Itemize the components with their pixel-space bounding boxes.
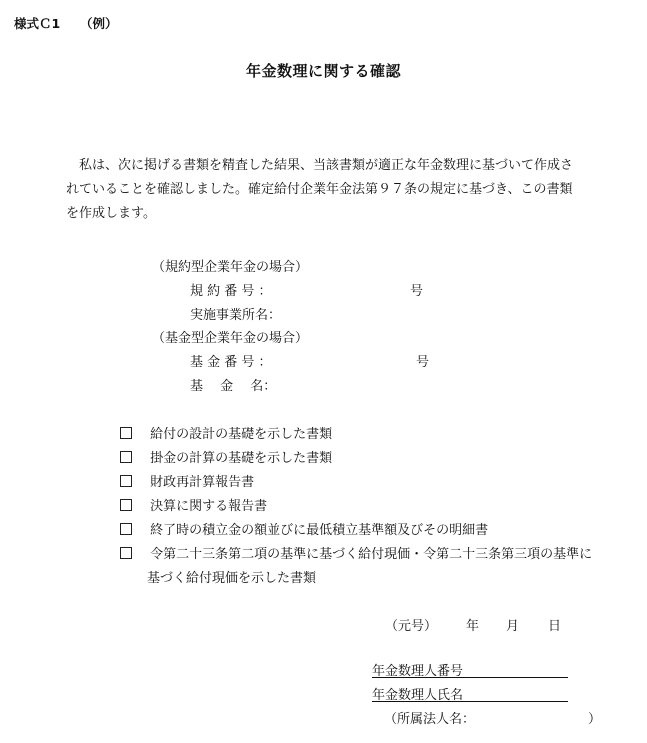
- document-title: 年金数理に関する確認: [245, 62, 401, 80]
- checklist-item[interactable]: [120, 495, 267, 514]
- corporation-label: （所属法人名：: [384, 712, 476, 727]
- intro-line-3: を作成します。: [66, 206, 156, 221]
- kikin-name-label: 基 金 名：: [190, 379, 277, 394]
- checkbox[interactable]: [120, 475, 132, 487]
- checklist-label: 掛金の計算の基礎を示した書類: [150, 451, 333, 466]
- intro-paragraph: [66, 154, 626, 226]
- kikin-heading: （基金型企業年金の場合）: [152, 331, 309, 346]
- checklist-label: 給付の設計の基礎を示した書類: [150, 427, 333, 442]
- kiyaku-number-label: 規 約 番 号 ：: [190, 284, 272, 299]
- checklist-item[interactable]: [120, 423, 332, 442]
- checklist-item[interactable]: [120, 543, 592, 562]
- corporation-close: ）: [588, 712, 602, 727]
- kikin-number-suffix: 号: [416, 355, 430, 370]
- checklist-item[interactable]: [120, 471, 254, 490]
- date-month: 月: [506, 619, 520, 634]
- checkbox[interactable]: [120, 427, 132, 439]
- date-year: 年: [466, 619, 480, 634]
- actuary-number-label: 年金数理人番号: [372, 664, 464, 679]
- intro-line-1: 私は、次に掲げる書類を精査した結果、当該書類が適正な年金数理に基づいて作成さ: [79, 158, 574, 173]
- checkbox[interactable]: [120, 523, 132, 535]
- checkbox[interactable]: [120, 499, 132, 511]
- office-name-label: 実施事業所名：: [190, 308, 282, 323]
- checklist-label: 決算に関する報告書: [150, 499, 268, 514]
- checklist-item[interactable]: [120, 447, 332, 466]
- actuary-name-field[interactable]: [372, 684, 568, 702]
- intro-line-2: れていることを確認しました。確定給付企業年金法第９７条の規定に基づき、この書類: [66, 182, 573, 197]
- form-id: 様式Ｃ1: [14, 16, 61, 31]
- checklist-item[interactable]: [120, 519, 488, 538]
- form-note: （例）: [80, 16, 118, 31]
- date-era: （元号）: [385, 619, 438, 634]
- actuary-name-label: 年金数理人氏名: [372, 688, 464, 703]
- actuary-number-field[interactable]: [372, 660, 568, 678]
- kiyaku-number-suffix: 号: [410, 284, 424, 299]
- kikin-number-label: 基 金 番 号 ：: [190, 355, 272, 370]
- checklist-label: 令第二十三条第二項の基準に基づく給付現価・令第二十三条第三項の基準に: [150, 547, 593, 562]
- checklist-label: 終了時の積立金の額並びに最低積立基準額及びその明細書: [150, 523, 489, 538]
- checkbox[interactable]: [120, 451, 132, 463]
- kiyaku-heading: （規約型企業年金の場合）: [152, 260, 309, 275]
- checkbox[interactable]: [120, 547, 132, 559]
- checklist-label-continuation: 基づく給付現価を示した書類: [147, 571, 317, 586]
- date-day: 日: [548, 619, 562, 634]
- checklist-label: 財政再計算報告書: [150, 475, 255, 490]
